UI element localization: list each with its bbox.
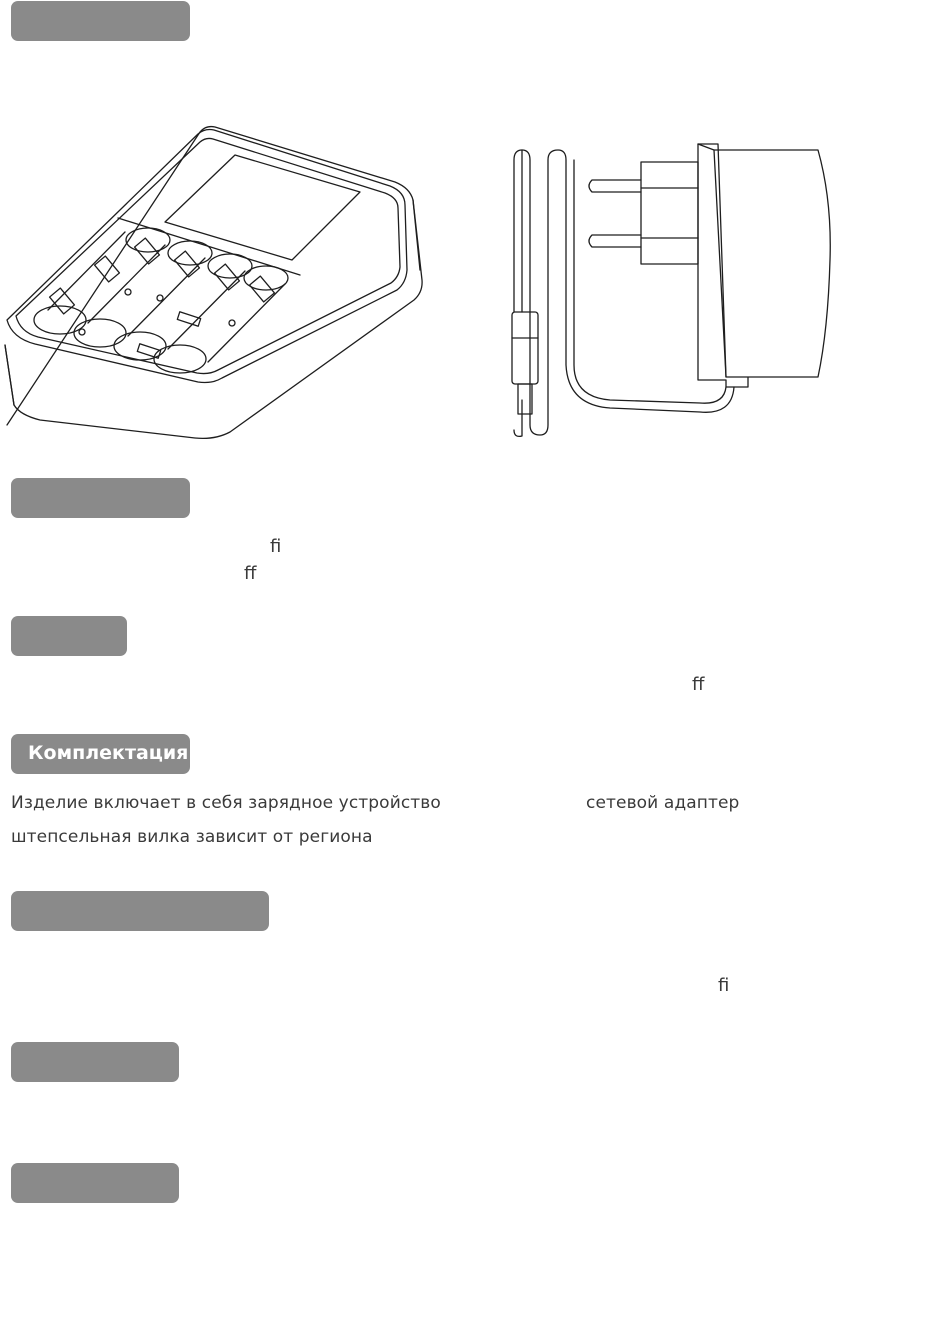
section-header-5 xyxy=(11,891,269,931)
komplektatsiya-text-part1: Изделие включает в себя зарядное устройство xyxy=(11,793,441,813)
komplektatsiya-text-part2: сетевой адаптер xyxy=(586,793,740,813)
section-header-1 xyxy=(11,1,190,41)
section-header-7 xyxy=(11,1163,179,1203)
section-header-2 xyxy=(11,478,190,518)
section-header-komplektatsiya-label: Комплектация xyxy=(28,742,189,764)
section-header-6 xyxy=(11,1042,179,1082)
ligature-fi-2: ﬁ xyxy=(718,975,730,996)
ligature-fi-1: ﬁ xyxy=(270,536,282,557)
charger-illustration xyxy=(0,120,430,450)
ligature-ff-1: ﬀ xyxy=(244,563,257,584)
power-adapter-illustration xyxy=(500,140,840,440)
komplektatsiya-text-line2: штепсельная вилка зависит от региона xyxy=(11,827,373,847)
section-header-3 xyxy=(11,616,127,656)
section-header-komplektatsiya xyxy=(11,734,190,774)
ligature-ff-2: ﬀ xyxy=(692,674,705,695)
